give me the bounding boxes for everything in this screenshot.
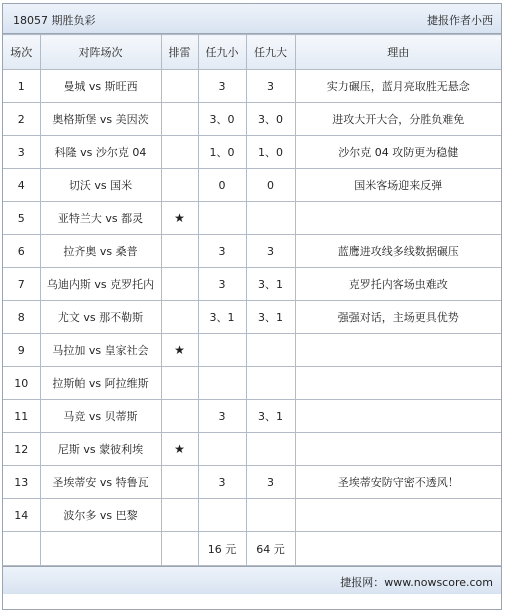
match-number: 10	[3, 367, 40, 400]
author-label: 捷报作者小西	[427, 14, 493, 27]
table-row	[3, 136, 501, 169]
match-teams: 切沃 vs 国米	[40, 169, 161, 202]
col-header-match: 对阵场次	[40, 35, 161, 70]
table-row	[3, 202, 501, 235]
reason-text: 圣埃蒂安防守密不透风！	[295, 466, 501, 499]
r9-small-pick: 1、0	[198, 136, 246, 169]
r9-big-pick: 1、0	[246, 136, 295, 169]
col-header-no: 场次	[3, 35, 40, 70]
table-row	[3, 235, 501, 268]
match-teams: 拉齐奥 vs 桑普	[40, 235, 161, 268]
table-row	[3, 400, 501, 433]
match-number: 2	[3, 103, 40, 136]
r9-small-pick: 0	[198, 169, 246, 202]
r9-small-pick: 3	[198, 400, 246, 433]
total-r9-big: 64 元	[246, 532, 295, 566]
r9-small-pick: 3	[198, 466, 246, 499]
match-teams: 曼城 vs 斯旺西	[40, 70, 161, 103]
match-number: 13	[3, 466, 40, 499]
r9-small-pick: 3、1	[198, 301, 246, 334]
r9-big-pick	[246, 499, 295, 532]
r9-small-pick: 3	[198, 268, 246, 301]
mine-mark	[161, 136, 198, 169]
r9-big-pick: 0	[246, 169, 295, 202]
match-number: 14	[3, 499, 40, 532]
col-header-r9-small: 任九小	[198, 35, 246, 70]
match-teams: 波尔多 vs 巴黎	[40, 499, 161, 532]
footer-bar	[3, 566, 501, 594]
totals-empty-cell	[40, 532, 161, 566]
r9-big-pick	[246, 334, 295, 367]
r9-small-pick	[198, 367, 246, 400]
table-row	[3, 169, 501, 202]
mine-mark	[161, 70, 198, 103]
r9-big-pick: 3	[246, 466, 295, 499]
mine-mark: ★	[161, 433, 198, 466]
reason-text: 国米客场迎来反弹	[295, 169, 501, 202]
mine-mark	[161, 169, 198, 202]
r9-big-pick	[246, 202, 295, 235]
match-number: 5	[3, 202, 40, 235]
col-header-mine: 排雷	[161, 35, 198, 70]
col-header-r9-big: 任九大	[246, 35, 295, 70]
totals-empty-cell	[295, 532, 501, 566]
match-teams: 拉斯帕 vs 阿拉维斯	[40, 367, 161, 400]
lottery-sheet	[2, 3, 502, 610]
mine-mark: ★	[161, 334, 198, 367]
match-teams: 乌迪内斯 vs 克罗托内	[40, 268, 161, 301]
match-teams: 圣埃蒂安 vs 特鲁瓦	[40, 466, 161, 499]
totals-empty-cell	[161, 532, 198, 566]
r9-small-pick	[198, 499, 246, 532]
match-teams: 亚特兰大 vs 都灵	[40, 202, 161, 235]
match-teams: 尤文 vs 那不勒斯	[40, 301, 161, 334]
table-row	[3, 433, 501, 466]
reason-text	[295, 367, 501, 400]
r9-big-pick: 3、1	[246, 301, 295, 334]
match-number: 12	[3, 433, 40, 466]
r9-big-pick: 3、1	[246, 268, 295, 301]
picks-table	[3, 34, 501, 566]
r9-big-pick: 3、0	[246, 103, 295, 136]
match-teams: 尼斯 vs 蒙彼利埃	[40, 433, 161, 466]
mine-mark	[161, 235, 198, 268]
title-bar	[3, 4, 501, 34]
reason-text	[295, 334, 501, 367]
match-number: 6	[3, 235, 40, 268]
r9-small-pick	[198, 202, 246, 235]
mine-mark	[161, 103, 198, 136]
footer-source: 捷报网：www.nowscore.com	[340, 576, 493, 589]
reason-text	[295, 400, 501, 433]
table-row	[3, 301, 501, 334]
reason-text	[295, 202, 501, 235]
mine-mark	[161, 301, 198, 334]
r9-big-pick	[246, 367, 295, 400]
reason-text: 蓝鹰进攻线多线数据碾压	[295, 235, 501, 268]
r9-big-pick: 3	[246, 235, 295, 268]
match-teams: 马竞 vs 贝蒂斯	[40, 400, 161, 433]
mine-mark	[161, 400, 198, 433]
r9-small-pick: 3	[198, 70, 246, 103]
reason-text: 强强对话，主场更具优势	[295, 301, 501, 334]
table-row	[3, 268, 501, 301]
table-row	[3, 367, 501, 400]
reason-text	[295, 433, 501, 466]
r9-small-pick	[198, 334, 246, 367]
match-number: 7	[3, 268, 40, 301]
r9-big-pick: 3、1	[246, 400, 295, 433]
mine-mark	[161, 499, 198, 532]
reason-text: 实力碾压，蓝月亮取胜无悬念	[295, 70, 501, 103]
mine-mark: ★	[161, 202, 198, 235]
table-row	[3, 334, 501, 367]
match-number: 11	[3, 400, 40, 433]
r9-big-pick: 3	[246, 70, 295, 103]
table-header-row	[3, 35, 501, 70]
match-number: 3	[3, 136, 40, 169]
match-number: 1	[3, 70, 40, 103]
reason-text: 克罗托内客场虫难改	[295, 268, 501, 301]
table-row	[3, 466, 501, 499]
table-row	[3, 499, 501, 532]
r9-big-pick	[246, 433, 295, 466]
table-row	[3, 70, 501, 103]
issue-title: 18057 期胜负彩	[13, 14, 96, 27]
match-number: 8	[3, 301, 40, 334]
match-number: 4	[3, 169, 40, 202]
r9-small-pick	[198, 433, 246, 466]
table-row	[3, 103, 501, 136]
col-header-reason: 理由	[295, 35, 501, 70]
mine-mark	[161, 466, 198, 499]
match-teams: 科隆 vs 沙尔克 04	[40, 136, 161, 169]
r9-small-pick: 3、0	[198, 103, 246, 136]
match-teams: 奥格斯堡 vs 美因茨	[40, 103, 161, 136]
reason-text	[295, 499, 501, 532]
match-teams: 马拉加 vs 皇家社会	[40, 334, 161, 367]
r9-small-pick: 3	[198, 235, 246, 268]
mine-mark	[161, 268, 198, 301]
total-r9-small: 16 元	[198, 532, 246, 566]
reason-text: 沙尔克 04 攻防更为稳健	[295, 136, 501, 169]
match-number: 9	[3, 334, 40, 367]
totals-row	[3, 532, 501, 566]
reason-text: 进攻大开大合，分胜负难免	[295, 103, 501, 136]
totals-empty-cell	[3, 532, 40, 566]
mine-mark	[161, 367, 198, 400]
